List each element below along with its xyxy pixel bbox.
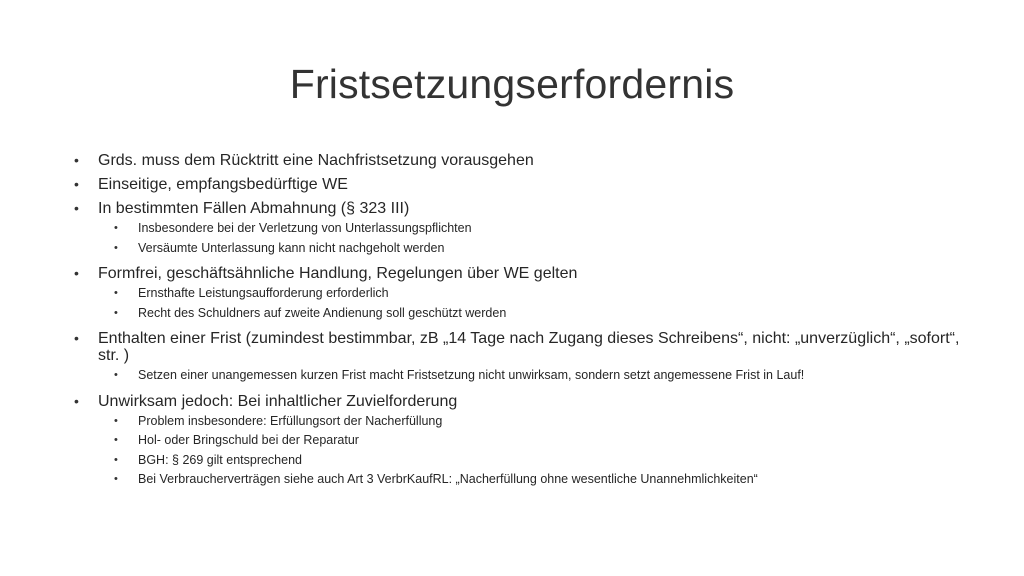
sub-list-item-text: Bei Verbraucherverträgen siehe auch Art 3 VerbrKaufRL: „Nacherfüllung ohne wesentliche Unannehmlichkeiten“ xyxy=(138,472,758,486)
sub-list-item-text: Problem insbesondere: Erfüllungsort der Nacherfüllung xyxy=(138,413,443,428)
list-item xyxy=(74,265,974,323)
list-item xyxy=(74,176,974,193)
bullet-icon: • xyxy=(114,473,118,485)
list-item-text: Grds. muss dem Rücktritt eine Nachfristsetzung vorausgehen xyxy=(98,152,534,169)
bullet-icon: • xyxy=(114,222,118,234)
sub-list-item-text: Insbesondere bei der Verletzung von Unterlassungspflichten xyxy=(138,221,472,235)
bullet-icon: • xyxy=(74,200,79,216)
sub-list-item xyxy=(114,431,974,451)
sub-list-item-text: Ernsthafte Leistungsaufforderung erforderlich xyxy=(138,286,389,300)
sub-bullet-list xyxy=(98,284,974,323)
sub-list-item xyxy=(114,412,974,432)
list-item-text: Unwirksam jedoch: Bei inhaltlicher Zuvielforderung xyxy=(98,392,458,410)
slide-title: Fristsetzungserfordernis xyxy=(289,61,735,107)
bullet-icon: • xyxy=(114,434,118,446)
bullet-icon: • xyxy=(74,176,79,192)
sub-list-item-text: BGH: § 269 gilt entsprechend xyxy=(138,452,302,467)
sub-bullet-list xyxy=(98,412,974,490)
bullet-icon: • xyxy=(114,369,118,381)
list-item-text: Formfrei, geschäftsähnliche Handlung, Regelungen über WE gelten xyxy=(98,265,578,282)
sub-list-item-text: Setzen einer unangemessen kurzen Frist macht Fristsetzung nicht unwirksam, sondern setzt angemessene Frist in Lauf! xyxy=(138,368,805,382)
list-item xyxy=(74,200,974,258)
bullet-icon: • xyxy=(114,414,118,427)
sub-list-item-text: Versäumte Unterlassung kann nicht nachgeholt werden xyxy=(138,240,445,255)
bullet-icon: • xyxy=(114,241,118,254)
list-item-text: Einseitige, empfangsbedürftige WE xyxy=(98,176,348,193)
bullet-icon: • xyxy=(74,330,79,346)
sub-list-item xyxy=(114,470,974,490)
bullet-icon: • xyxy=(114,287,118,299)
bullet-icon: • xyxy=(114,453,118,466)
bullet-icon: • xyxy=(74,152,79,168)
sub-list-item-text: Recht des Schuldners auf zweite Andienung soll geschützt werden xyxy=(138,305,507,320)
sub-list-item xyxy=(114,219,974,239)
sub-list-item xyxy=(114,284,974,304)
bullet-icon: • xyxy=(74,392,79,409)
sub-list-item xyxy=(114,451,974,471)
list-item-text: Enthalten einer Frist (zumindest bestimmbar, zB „14 Tage nach Zugang dieses Schreibens“, nicht: „unverzüglich“, „sofort“, str. ) xyxy=(98,330,960,364)
sub-bullet-list xyxy=(98,366,974,386)
list-item xyxy=(74,393,974,490)
sub-list-item xyxy=(114,239,974,259)
list-item-text: In bestimmten Fällen Abmahnung (§ 323 III) xyxy=(98,200,410,217)
bullet-icon: • xyxy=(74,265,79,281)
list-item xyxy=(74,330,974,386)
sub-list-item xyxy=(114,304,974,324)
bullet-list xyxy=(74,152,974,490)
slide-content xyxy=(74,152,974,490)
list-item xyxy=(74,152,974,169)
sub-bullet-list xyxy=(98,219,974,258)
sub-list-item xyxy=(114,366,974,386)
bullet-icon: • xyxy=(114,306,118,319)
sub-list-item-text: Hol- oder Bringschuld bei der Reparatur xyxy=(138,433,359,447)
